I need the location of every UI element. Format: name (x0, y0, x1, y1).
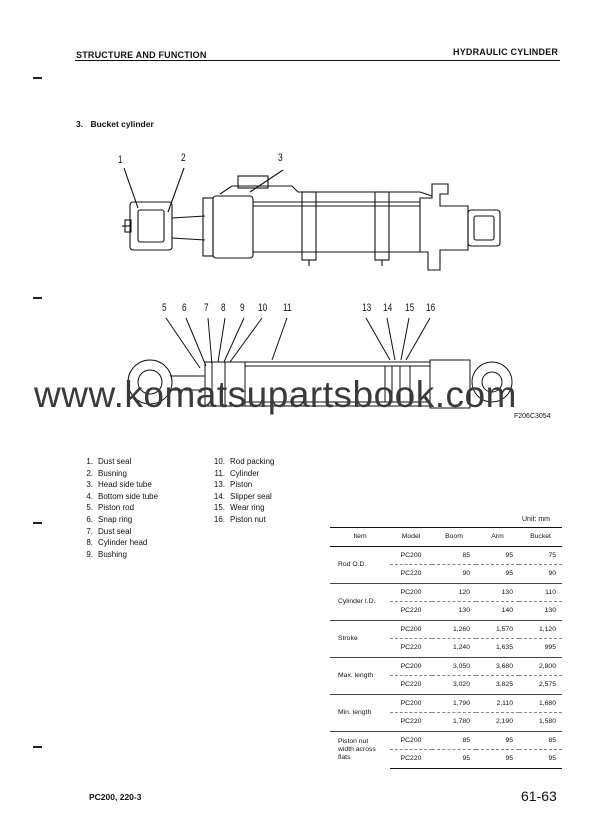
spec-table (330, 527, 562, 769)
table-row (330, 657, 562, 676)
list-item: 11. Cylinder (214, 468, 260, 478)
parts-list-right (212, 456, 274, 526)
table-header: Model (390, 528, 432, 547)
table-cell: 1,260 (432, 620, 476, 639)
section-title (76, 119, 154, 129)
callout-10: 10 (258, 302, 268, 314)
cylinder-exterior-drawing (0, 140, 599, 290)
table-cell: 140 (476, 602, 519, 621)
table-cell: 130 (432, 602, 476, 621)
table-row (330, 620, 562, 639)
table-cell: PC220 (390, 713, 432, 732)
table-cell: 95 (432, 750, 476, 769)
table-cell: 1,790 (432, 694, 476, 713)
callout-14: 14 (383, 302, 393, 314)
table-cell: PC220 (390, 602, 432, 621)
header-rule (75, 60, 560, 61)
table-row (330, 694, 562, 713)
list-item: 6. Snap ring (86, 514, 133, 524)
table-cell: 3,050 (432, 657, 476, 676)
table-cell: 3,825 (476, 676, 519, 695)
table-cell: 110 (519, 583, 562, 602)
table-cell: 1,635 (476, 639, 519, 658)
table-cell: 90 (432, 565, 476, 584)
table-header: Item (330, 528, 390, 547)
callout-9: 9 (240, 302, 245, 314)
callout-11: 11 (283, 302, 292, 314)
table-cell: 120 (432, 583, 476, 602)
unit-label: Unit: mm (522, 516, 550, 523)
table-cell: PC200 (390, 657, 432, 676)
table-row (330, 731, 562, 750)
table-cell: 2,800 (519, 657, 562, 676)
table-cell: 1,680 (519, 694, 562, 713)
table-header: Bucket (519, 528, 562, 547)
table-cell: 3,020 (432, 676, 476, 695)
list-item: 4. Bottom side tube (86, 491, 159, 501)
header-right: HYDRAULIC CYLINDER (453, 47, 559, 57)
table-cell: PC200 (390, 731, 432, 750)
table-item: Rod O.D. (330, 546, 390, 583)
table-item: Min. length (330, 694, 390, 731)
table-cell: 1,240 (432, 639, 476, 658)
table-cell: 2,190 (476, 713, 519, 732)
callout-8: 8 (221, 302, 226, 314)
list-item: 13. Piston (213, 480, 253, 490)
table-cell: 85 (432, 546, 476, 565)
table-cell: 1,580 (519, 713, 562, 732)
list-item: 3. Head side tube (86, 480, 152, 490)
margin-mark (33, 297, 42, 299)
table-item: Max. length (330, 657, 390, 694)
section-title-text: Bucket cylinder (90, 119, 154, 129)
list-item: 1. Dust seal (86, 457, 132, 466)
callout-7: 7 (204, 302, 209, 314)
table-cell: PC220 (390, 565, 432, 584)
callout-5: 5 (162, 302, 167, 314)
table-cell: 2,575 (519, 676, 562, 695)
list-item: 8. Cylinder head (86, 538, 148, 548)
list-item: 2. Busning (86, 468, 127, 478)
table-cell: 85 (519, 731, 562, 750)
list-item: 9. Bushing (86, 549, 127, 559)
margin-mark (33, 77, 42, 79)
section-number: 3. (76, 119, 84, 129)
table-row (330, 546, 562, 565)
table-cell: PC220 (390, 676, 432, 695)
table-cell: 95 (476, 750, 519, 769)
footer-model: PC200, 220-3 (89, 792, 142, 802)
list-item: 15. Wear ring (213, 503, 265, 513)
table-cell: PC200 (390, 620, 432, 639)
table-cell: PC200 (390, 694, 432, 713)
table-cell: 2,110 (476, 694, 519, 713)
parts-list-left (80, 456, 158, 560)
table-cell: 130 (476, 583, 519, 602)
table-item (330, 731, 390, 768)
list-item: 5. Piston rod (86, 503, 135, 513)
table-item: Cylinder I.D. (330, 583, 390, 620)
table-item-line: width across flats (338, 745, 376, 761)
table-cell: 995 (519, 639, 562, 658)
table-header: Boom (432, 528, 476, 547)
callout-3: 3 (278, 152, 283, 164)
table-cell: 90 (519, 565, 562, 584)
table-cell: PC200 (390, 546, 432, 565)
callout-6: 6 (182, 302, 187, 314)
table-cell: 1,780 (432, 713, 476, 732)
table-row (330, 583, 562, 602)
table-item: Stroke (330, 620, 390, 657)
table-item-line: Piston nut (338, 737, 369, 745)
figure-code: F206C3054 (514, 413, 551, 420)
callout-16: 16 (426, 302, 436, 314)
callout-2: 2 (181, 152, 186, 164)
table-cell: 85 (432, 731, 476, 750)
callout-13: 13 (362, 302, 372, 314)
table-cell: 1,570 (476, 620, 519, 639)
table-cell: PC220 (390, 750, 432, 769)
table-cell: 95 (476, 565, 519, 584)
table-cell: 95 (476, 731, 519, 750)
list-item: 14. Slipper seal (213, 491, 272, 501)
margin-mark (33, 522, 42, 524)
list-item: 16. Piston nut (213, 514, 266, 524)
callout-15: 15 (405, 302, 415, 314)
header-left: STRUCTURE AND FUNCTION (76, 50, 207, 60)
callout-1: 1 (118, 154, 123, 166)
page-number: 61-63 (521, 788, 557, 804)
table-cell: 1,120 (519, 620, 562, 639)
list-item: 7. Dust seal (86, 526, 132, 536)
table-cell: PC220 (390, 639, 432, 658)
table-cell: 95 (476, 546, 519, 565)
table-header: Arm (476, 528, 519, 547)
margin-mark (33, 746, 42, 748)
table-cell: 95 (519, 750, 562, 769)
table-header-row (330, 528, 562, 547)
table-cell: 75 (519, 546, 562, 565)
table-cell: PC200 (390, 583, 432, 602)
table-cell: 130 (519, 602, 562, 621)
watermark: www.komatsupartsbook.com (34, 374, 517, 415)
table-cell: 3,680 (476, 657, 519, 676)
list-item: 10. Rod packing (213, 457, 275, 466)
